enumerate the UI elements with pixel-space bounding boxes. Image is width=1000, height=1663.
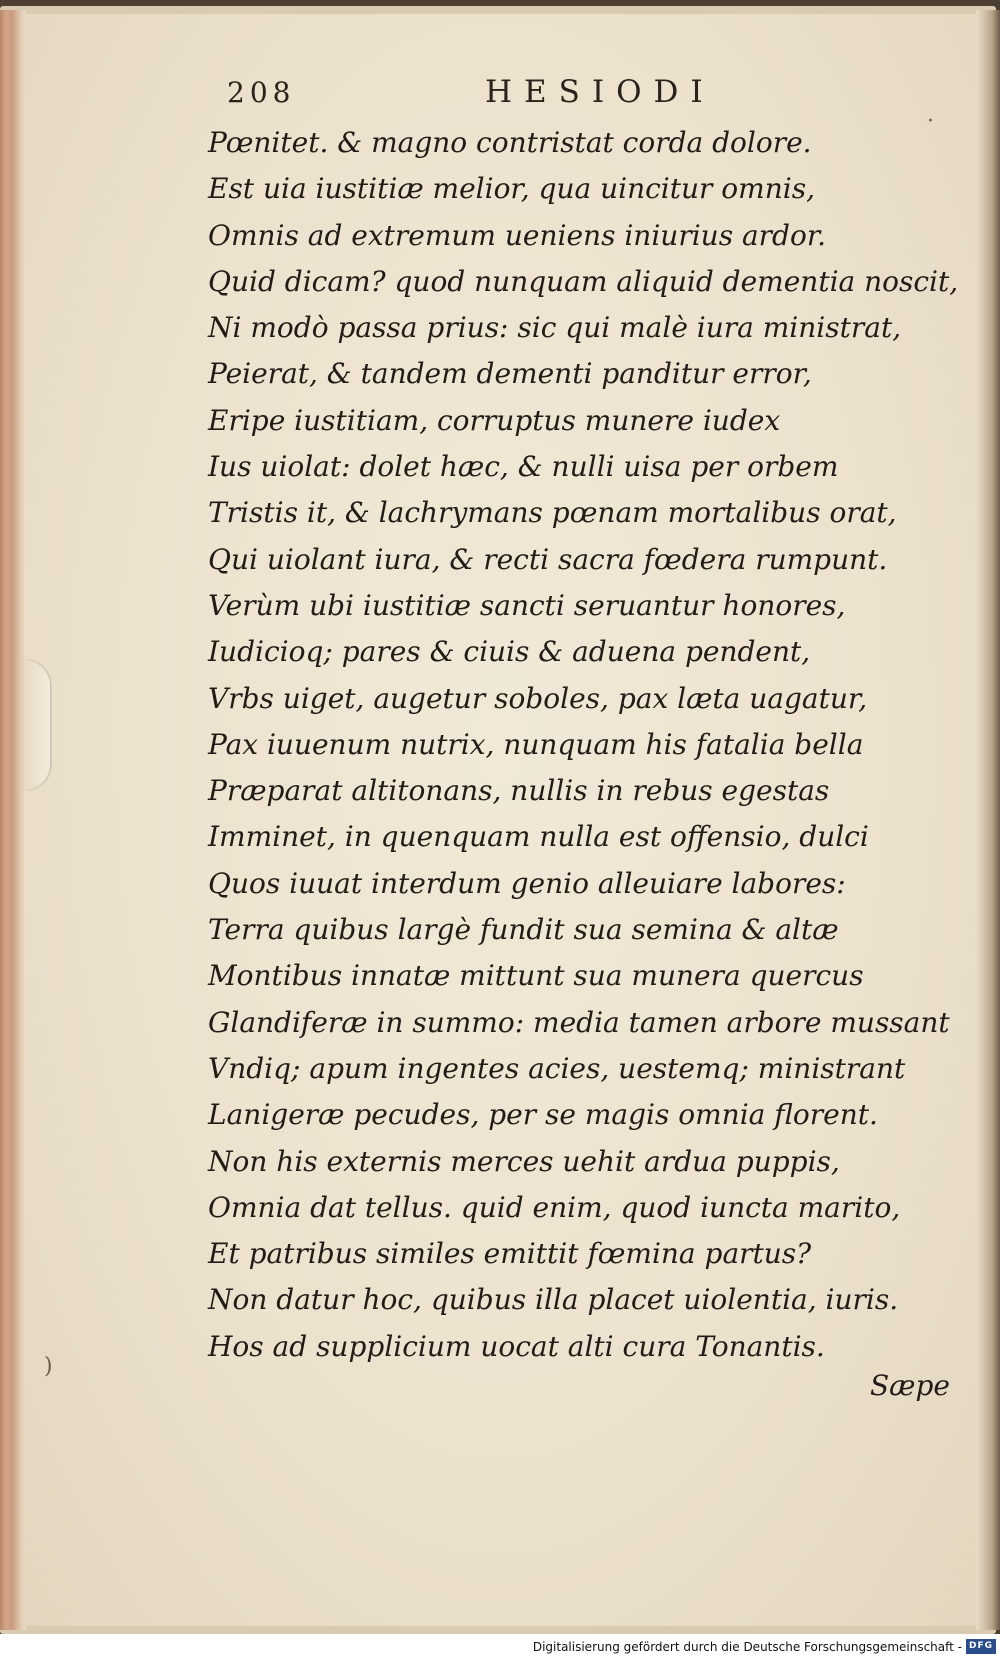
verse-line: Imminet, in quenquam nulla est offensio, dulci [208,820,869,854]
page-tab-marker [24,660,50,790]
verse-line: Pœnitet. & magno contristat corda dolore. [208,126,812,159]
verse-line: Quid dicam? quod nunquam aliquid dementia noscit, [208,264,959,298]
catchword: Sæpe [870,1369,950,1402]
verse-line: Omnis ad extremum ueniens iniurius ardor. [208,218,827,252]
verse-line: Eripe iustitiam, corruptus munere iudex [208,403,781,437]
verse-text [208,120,959,1370]
verse-line: Quos iuuat interdum genio alleuiare labores: [208,866,846,900]
verse-line: Omnia dat tellus. quid enim, quod iuncta marito, [208,1190,901,1224]
verse-line: Est uia iustitiæ melior, qua uincitur omnis, [208,172,815,206]
page-edge-left [0,10,26,1630]
verse-line: Qui uiolant iura, & recti sacra fœdera rumpunt. [208,542,888,576]
verse-line: Terra quibus largè fundit sua semina & altæ [208,913,839,947]
dfg-logo-icon: DFG [966,1639,996,1654]
verse-line: Lanigeræ pecudes, per se magis omnia florent. [208,1098,878,1132]
ink-speck: ) [44,1354,53,1379]
running-head: HESIODI [485,74,715,110]
funding-credit: Digitalisierung gefördert durch die Deutsche Forschungsgemeinschaft - [532,1640,962,1654]
verse-line: Non his externis merces uehit ardua puppis, [208,1144,840,1178]
verse-line: Et patribus similes emittit fœmina partus? [208,1237,812,1271]
verse-line: Pax iuuenum nutrix, nunquam his fatalia bella [208,727,864,761]
page-header [227,74,927,114]
verse-line: Hos ad supplicium uocat alti cura Tonantis. [208,1329,825,1363]
verse-line: Vrbs uiget, augetur soboles, pax læta uagatur, [208,681,868,715]
verse-line: Ius uiolat: dolet hæc, & nulli uisa per orbem [208,450,839,484]
verse-line: Vndiq; apum ingentes acies, uestemq; ministrant [208,1051,906,1085]
digitization-footer [0,1634,1000,1663]
page-edge-right [976,10,1000,1630]
verse-line: Peierat, & tandem dementi panditur error, [208,357,812,391]
verse-line: Ni modò passa prius: sic qui malè iura ministrat, [208,311,902,345]
verse-line: Glandiferæ in summo: media tamen arbore mussant [208,1005,950,1039]
verse-line: Tristis it, & lachrymans pœnam mortalibus orat, [208,496,897,530]
verse-line: Non datur hoc, quibus illa placet uiolentia, iuris. [208,1283,899,1317]
verse-line: Iudicioq; pares & ciuis & aduena pendent, [208,635,811,669]
verse-line: Verùm ubi iustitiæ sancti seruantur honores, [208,588,846,622]
page-number: 208 [227,76,296,109]
verse-line: Præparat altitonans, nullis in rebus egestas [208,774,830,808]
verse-line: Montibus innatæ mittunt sua munera quercus [208,959,864,993]
book-page [24,14,976,1626]
ink-speck: · [927,109,934,134]
